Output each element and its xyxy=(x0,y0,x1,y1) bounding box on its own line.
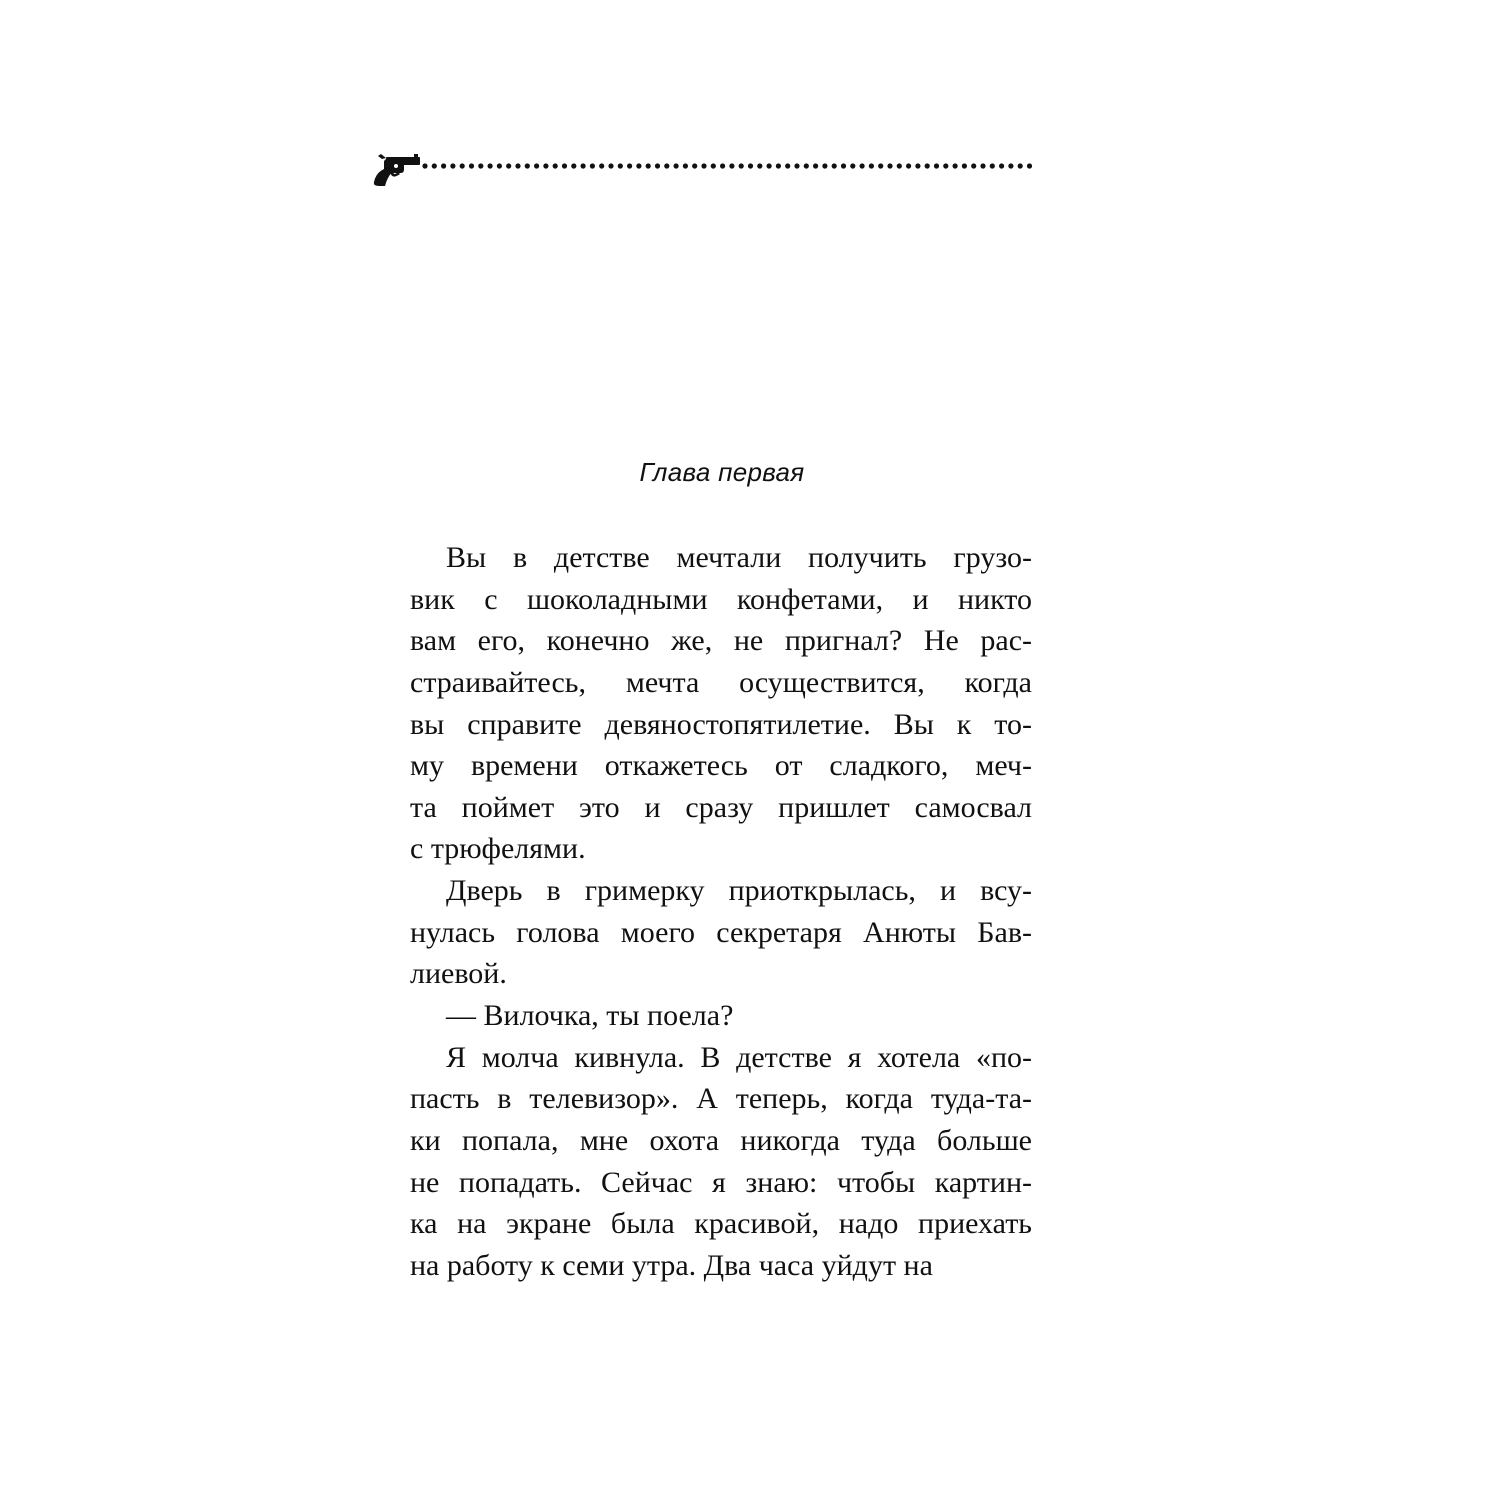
paragraph xyxy=(410,1037,1032,1287)
dot xyxy=(934,163,939,168)
dot xyxy=(804,163,809,168)
dot xyxy=(739,163,744,168)
dot xyxy=(432,163,437,168)
text-line: Я молча кивнула. В детстве я хотела «по- xyxy=(446,1040,1032,1074)
dot xyxy=(664,163,669,168)
dot xyxy=(553,163,558,168)
dot xyxy=(450,163,455,168)
dot xyxy=(1018,163,1023,168)
dot xyxy=(534,163,539,168)
dot xyxy=(571,163,576,168)
dot xyxy=(488,163,493,168)
dot xyxy=(478,163,483,168)
dot xyxy=(422,163,427,168)
text-line: Вы в детстве мечтали получить грузо- xyxy=(446,541,1032,574)
paragraph xyxy=(410,870,1032,995)
dot xyxy=(497,163,502,168)
dot xyxy=(581,163,586,168)
dot xyxy=(525,163,530,168)
dot xyxy=(925,163,930,168)
paragraph xyxy=(410,995,1032,1037)
dot xyxy=(1008,163,1013,168)
dot xyxy=(794,163,799,168)
dot xyxy=(1027,163,1032,168)
text-line: пасть в телевизор». А теперь, когда туда-та- xyxy=(410,1082,1032,1116)
dot xyxy=(999,163,1004,168)
dot xyxy=(515,163,520,168)
dot xyxy=(822,163,827,168)
text-line: страивайтесь, мечта осуществится, когда xyxy=(410,665,1032,699)
chapter-title: Глава первая xyxy=(639,457,805,487)
revolver-icon xyxy=(374,154,420,186)
dot xyxy=(748,163,753,168)
dot xyxy=(943,163,948,168)
dot xyxy=(962,163,967,168)
text-line: с трюфелями. xyxy=(410,832,586,866)
dot xyxy=(850,163,855,168)
dot xyxy=(990,163,995,168)
dot xyxy=(897,163,902,168)
text-line: вик с шоколадными конфетами, и никто xyxy=(410,582,1032,616)
dot xyxy=(608,163,613,168)
text-line: на работу к семи утра. Два часа уйдут на xyxy=(410,1248,933,1282)
dot xyxy=(599,163,604,168)
dot xyxy=(767,163,772,168)
dot xyxy=(674,163,679,168)
dot xyxy=(711,163,716,168)
dot xyxy=(953,163,958,168)
dot xyxy=(720,163,725,168)
dot xyxy=(980,163,985,168)
text-line: не попадать. Сейчас я знаю: чтобы картин- xyxy=(410,1165,1032,1199)
dot xyxy=(469,163,474,168)
body-text xyxy=(410,537,1032,1287)
dot xyxy=(887,163,892,168)
dot xyxy=(860,163,865,168)
dot xyxy=(627,163,632,168)
text-line: лиевой. xyxy=(410,957,507,991)
text-line: ка на экране была красивой, надо приехать xyxy=(410,1207,1032,1241)
dot xyxy=(692,163,697,168)
text-line: — Вилочка, ты поела? xyxy=(446,999,734,1033)
text-line: му времени откажетесь от сладкого, меч- xyxy=(410,749,1032,783)
dot xyxy=(785,163,790,168)
dot xyxy=(562,163,567,168)
dot xyxy=(701,163,706,168)
dot xyxy=(506,163,511,168)
dot xyxy=(655,163,660,168)
text-line: вам его, конечно же, не пригнал? Не рас- xyxy=(410,624,1032,658)
dot xyxy=(757,163,762,168)
text-line: ки попала, мне охота никогда туда больше xyxy=(410,1123,1032,1157)
dot xyxy=(636,163,641,168)
dot xyxy=(776,163,781,168)
dot xyxy=(729,163,734,168)
dot xyxy=(543,163,548,168)
dot xyxy=(869,163,874,168)
dot xyxy=(971,163,976,168)
text-line: нулась голова моего секретаря Анюты Бав- xyxy=(410,915,1032,949)
dot xyxy=(878,163,883,168)
text-line: вы справите девяностопятилетие. Вы к то- xyxy=(410,707,1032,741)
dotted-rule xyxy=(422,163,1032,168)
dot xyxy=(906,163,911,168)
dot xyxy=(646,163,651,168)
dot xyxy=(683,163,688,168)
paragraph xyxy=(410,537,1032,870)
text-line: та поймет это и сразу пришлет самосвал xyxy=(410,790,1032,824)
dot xyxy=(832,163,837,168)
dot xyxy=(915,163,920,168)
dot xyxy=(813,163,818,168)
dot xyxy=(841,163,846,168)
dot xyxy=(441,163,446,168)
dot xyxy=(618,163,623,168)
text-line: Дверь в гримерку приоткрылась, и всу- xyxy=(446,874,1032,908)
header-ornament xyxy=(372,150,1034,190)
dot xyxy=(590,163,595,168)
dot xyxy=(460,163,465,168)
